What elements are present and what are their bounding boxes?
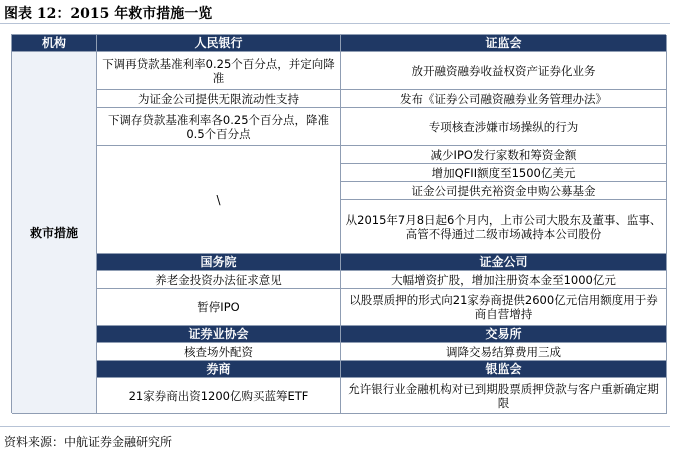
csrc-item: 证金公司提供充裕资金申购公募基金: [341, 182, 667, 200]
top-rule: [0, 23, 670, 24]
header-exchange: 交易所: [341, 326, 667, 343]
source-note: 资料来源：中航证券金融研究所: [4, 435, 173, 449]
bottom-rule: [0, 426, 670, 427]
csrc-item: 从2015年7月8日起6个月内，上市公司大股东及董事、监事、高管不得通过二级市场减持本公司股份: [341, 200, 667, 254]
pboc-empty-cell: \: [97, 146, 341, 254]
state-council-item: 养老金投资办法征求意见: [97, 271, 341, 289]
csf-item: 以股票质押的形式向21家券商提供2600亿元信用额度用于券商自营增持: [341, 289, 667, 326]
header-agency: 机构: [12, 35, 97, 52]
csf-item: 大幅增资扩股，增加注册资本金至1000亿元: [341, 271, 667, 289]
header-brokers: 券商: [97, 361, 341, 378]
csrc-item: 减少IPO发行家数和筹资金额: [341, 146, 667, 164]
header-cbrc: 银监会: [341, 361, 667, 378]
csrc-item: 增加QFII额度至1500亿美元: [341, 164, 667, 182]
cbrc-item: 允许银行业金融机构对已到期股票质押贷款与客户重新确定期限: [341, 378, 667, 414]
measures-table: [11, 34, 666, 413]
row-label-measures: 救市措施: [12, 52, 97, 414]
exchange-item: 调降交易结算费用三成: [341, 343, 667, 361]
csrc-item: 专项核查涉嫌市场操纵的行为: [341, 108, 667, 146]
figure-title: 图表 12：2015 年救市措施一览: [4, 6, 213, 22]
sac-item: 核查场外配资: [97, 343, 341, 361]
pboc-item: 为证金公司提供无限流动性支持: [97, 90, 341, 108]
csrc-item: 放开融资融券收益权资产证券化业务: [341, 52, 667, 90]
header-pboc: 人民银行: [97, 35, 341, 52]
header-csf: 证金公司: [341, 254, 667, 271]
header-sac: 证券业协会: [97, 326, 341, 343]
header-csrc: 证监会: [341, 35, 667, 52]
state-council-item: 暂停IPO: [97, 289, 341, 326]
pboc-item: 下调存贷款基准利率各0.25个百分点，降准0.5个百分点: [97, 108, 341, 146]
header-state-council: 国务院: [97, 254, 341, 271]
csrc-item: 发布《证券公司融资融券业务管理办法》: [341, 90, 667, 108]
brokers-item: 21家券商出资1200亿购买蓝筹ETF: [97, 378, 341, 414]
pboc-item: 下调再贷款基准利率0.25个百分点，并定向降准: [97, 52, 341, 90]
